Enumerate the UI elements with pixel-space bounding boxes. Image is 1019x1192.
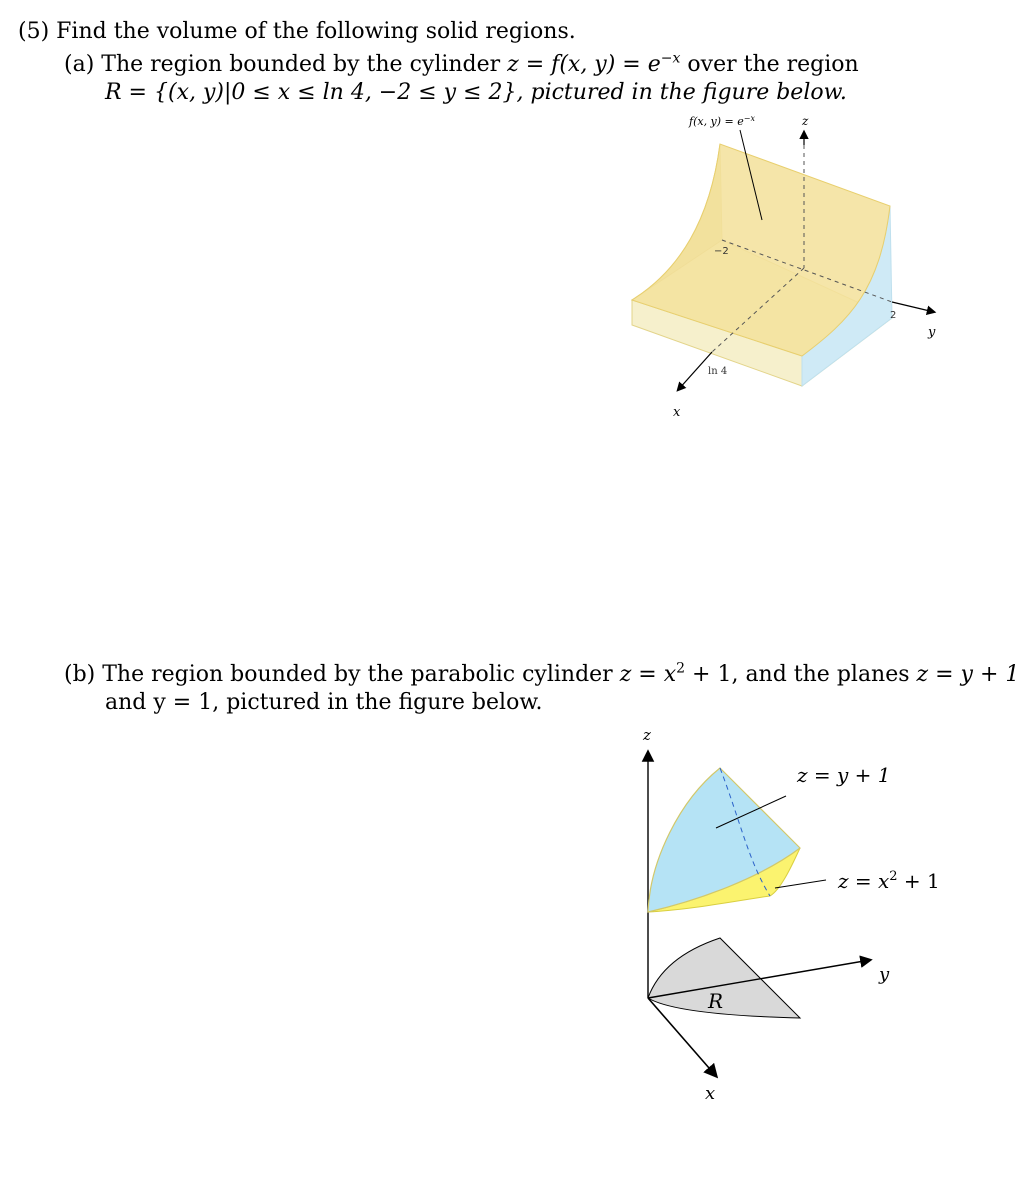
figure-a <box>0 0 1009 440</box>
x-axis <box>678 352 712 390</box>
plane-label: z = y + 1 <box>797 763 891 787</box>
surface-label: f(x, $y) = e^{-x}$ <box>689 114 756 128</box>
axis-z-label: z <box>802 114 809 128</box>
tick-2: 2 <box>890 310 897 321</box>
axis-y-label: y <box>928 325 936 340</box>
axis-z-label: z <box>643 726 651 744</box>
region-label: R <box>708 989 724 1013</box>
problem-heading: (5) Find the volume of the following solid regions. <box>18 19 576 44</box>
part-b-line-1: (b) The region bounded by the parabolic cylinder $z = x^2 + 1$, and the planes z = y + 1 <box>64 660 1019 687</box>
y-axis <box>892 302 934 312</box>
part-a-line-1: (a) The region bounded by the cylinder z = f(x, $y) = e^{-x}$ over the region <box>64 50 859 77</box>
axis-y-label: y <box>879 964 890 985</box>
part-a-line-2: R = {(x, y)|0 ≤ x ≤ ln 4, −2 ≤ y ≤ 2}, pictured in the figure below. <box>105 80 847 105</box>
tick-neg2: −2 <box>714 246 729 257</box>
axis-x-label: x <box>705 1083 716 1104</box>
figure-b <box>0 700 1009 1120</box>
region-r <box>648 938 800 1018</box>
part-b-line-2: and y = 1, pictured in the figure below. <box>105 690 543 715</box>
cylinder-label: $z = x^2 + 1$ <box>838 869 940 893</box>
axis-x-label: x <box>673 405 681 420</box>
tick-ln4: ln 4 <box>708 366 728 377</box>
